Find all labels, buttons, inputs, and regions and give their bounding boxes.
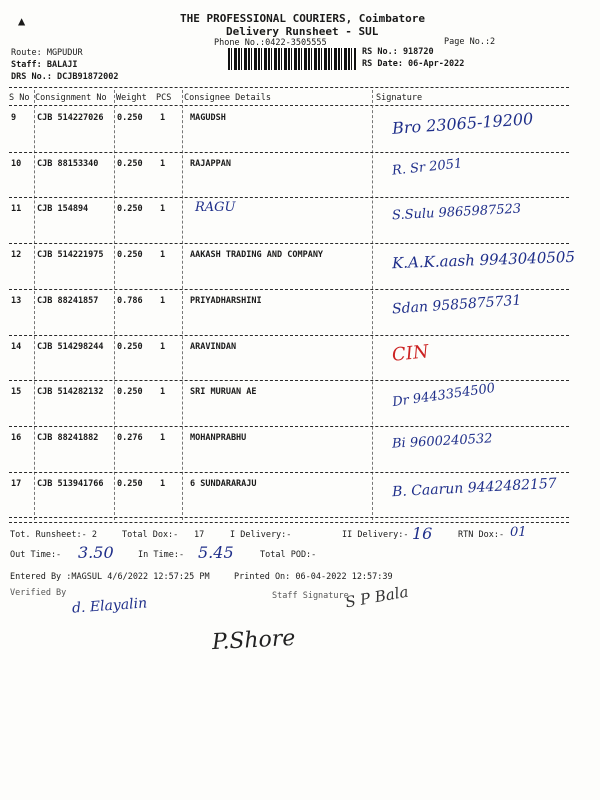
col-pcs: PCS — [156, 93, 172, 103]
row-weight: 0.250 — [117, 250, 143, 261]
rtn-dox-handwritten: 01 — [510, 525, 527, 540]
drs-number: DRS No.: DCJB91872002 — [11, 72, 119, 82]
row-divider — [9, 289, 569, 290]
row-signature: B. Caarun 9442482157 — [391, 475, 558, 500]
rs-date: RS Date: 06-Apr-2022 — [362, 59, 465, 69]
row-divider — [9, 152, 569, 153]
row-signature: K.A.K.aash 9943040505 — [391, 247, 576, 273]
row-signature: Bi 9600240532 — [391, 431, 493, 452]
row-weight: 0.250 — [117, 204, 143, 215]
col-weight: Weight — [116, 93, 147, 103]
row-consignment-no: CJB 154894 — [37, 204, 89, 215]
row-consignment-no: CJB 514282132 — [37, 387, 104, 398]
row-sno: 16 — [11, 432, 22, 443]
row-consignee: PRIYADHARSHINI — [190, 295, 262, 306]
courier-logo-icon: ▲ — [18, 14, 26, 28]
col-divider — [372, 90, 373, 520]
verified-by-label: Verified By — [10, 588, 67, 598]
row-divider — [9, 426, 569, 427]
row-pcs: 1 — [160, 204, 166, 215]
row-consignment-no: CJB 88153340 — [37, 158, 99, 169]
row-sno: 11 — [11, 204, 22, 215]
row-sno: 15 — [11, 387, 22, 398]
row-consignee: SRI MURUAN AE — [190, 387, 257, 398]
row-sno: 9 — [11, 113, 17, 123]
row-pcs: 1 — [160, 341, 166, 352]
page-number: Page No.:2 — [444, 37, 496, 47]
row-pcs: 1 — [160, 387, 166, 398]
total-pod-label: Total POD:- — [260, 550, 317, 560]
row-consignee: RAJAPPAN — [190, 158, 231, 169]
company-title: THE PROFESSIONAL COURIERS, Coimbatore — [180, 12, 426, 25]
col-signature: Signature — [376, 93, 423, 103]
rs-number: RS No.: 918720 — [362, 47, 434, 57]
barcode-icon — [228, 48, 356, 70]
row-signature: CIN — [391, 340, 430, 366]
col-divider — [34, 90, 35, 520]
row-weight: 0.250 — [117, 341, 143, 352]
row-divider — [9, 243, 569, 244]
col-sno: S No — [9, 93, 30, 103]
row-pcs: 1 — [160, 478, 166, 489]
row-consignment-no: CJB 88241882 — [37, 432, 99, 443]
ii-delivery-label: II Delivery:- — [342, 530, 409, 540]
phone-number: Phone No.:0422-3505555 — [214, 38, 327, 48]
col-consignment: Consignment No — [35, 93, 107, 103]
total-dox-value: 17 — [194, 530, 205, 540]
row-weight: 0.250 — [117, 478, 143, 489]
row-consignment-no: CJB 514221975 — [37, 250, 104, 261]
row-divider — [9, 517, 569, 518]
entered-by: Entered By :MAGSUL 4/6/2022 12:57:25 PM — [10, 572, 210, 582]
runsheet-subtitle: Delivery Runsheet - SUL — [226, 25, 379, 38]
row-weight: 0.250 — [117, 113, 143, 123]
staff-signature-label: Staff Signature — [272, 591, 349, 601]
row-pcs: 1 — [160, 432, 166, 443]
rtn-dox-label: RTN Dox:- — [458, 530, 505, 540]
row-pcs: 1 — [160, 113, 166, 123]
row-signature: Sdan 9585875731 — [391, 292, 522, 318]
row-consignee: MOHANPRABHU — [190, 432, 247, 443]
totals-top-rule — [9, 522, 569, 523]
row-pcs: 1 — [160, 295, 166, 306]
row-consignee: AAKASH TRADING AND COMPANY — [190, 250, 324, 261]
staff-signature: S P Bala — [343, 582, 410, 612]
printed-on: Printed On: 06-04-2022 12:57:39 — [234, 572, 393, 582]
row-divider — [9, 335, 569, 336]
row-consignee-handwritten: RAGU — [195, 200, 236, 216]
row-consignment-no: CJB 514298244 — [37, 341, 104, 352]
row-divider — [9, 197, 569, 198]
total-dox-label: Total Dox:- — [122, 530, 179, 540]
row-weight: 0.250 — [117, 387, 143, 398]
route-label: Route: MGPUDUR — [11, 48, 83, 58]
header-bottom-rule — [9, 105, 569, 106]
row-sno: 10 — [11, 158, 22, 169]
col-consignee: Consignee Details — [184, 93, 271, 103]
out-time-label: Out Time:- — [10, 550, 62, 560]
ii-delivery-handwritten: 16 — [412, 524, 433, 543]
row-divider — [9, 472, 569, 473]
row-sno: 17 — [11, 478, 22, 489]
row-consignee: 6 SUNDARARAJU — [190, 478, 257, 489]
row-sno: 14 — [11, 341, 22, 352]
verified-signature: d. Elayalin — [71, 595, 148, 617]
row-weight: 0.276 — [117, 432, 143, 443]
row-consignee: MAGUDSH — [190, 113, 226, 123]
row-consignment-no: CJB 88241857 — [37, 295, 99, 306]
col-divider — [114, 90, 115, 520]
row-signature: R. Sr 2051 — [391, 156, 463, 179]
row-sno: 12 — [11, 250, 22, 261]
staff-label: Staff: BALAJI — [11, 60, 78, 70]
row-pcs: 1 — [160, 250, 166, 261]
row-consignment-no: CJB 513941766 — [37, 478, 104, 489]
row-signature: Bro 23065-19200 — [391, 109, 534, 138]
row-signature: S.Sulu 9865987523 — [391, 202, 522, 224]
col-divider — [182, 90, 183, 520]
in-time-handwritten: 5.45 — [198, 543, 234, 562]
row-consignment-no: CJB 514227026 — [37, 113, 104, 123]
row-consignee: ARAVINDAN — [190, 341, 237, 352]
row-signature: Dr 9443354500 — [391, 381, 497, 411]
in-time-label: In Time:- — [138, 550, 185, 560]
header-top-rule — [9, 87, 569, 88]
tot-runsheet: Tot. Runsheet:- 2 — [10, 530, 97, 540]
row-pcs: 1 — [160, 158, 166, 169]
row-sno: 13 — [11, 295, 22, 306]
row-weight: 0.786 — [117, 295, 143, 306]
row-weight: 0.250 — [117, 158, 143, 169]
i-delivery-label: I Delivery:- — [230, 530, 292, 540]
bottom-signature: P.Shore — [211, 625, 296, 656]
out-time-handwritten: 3.50 — [78, 543, 114, 562]
